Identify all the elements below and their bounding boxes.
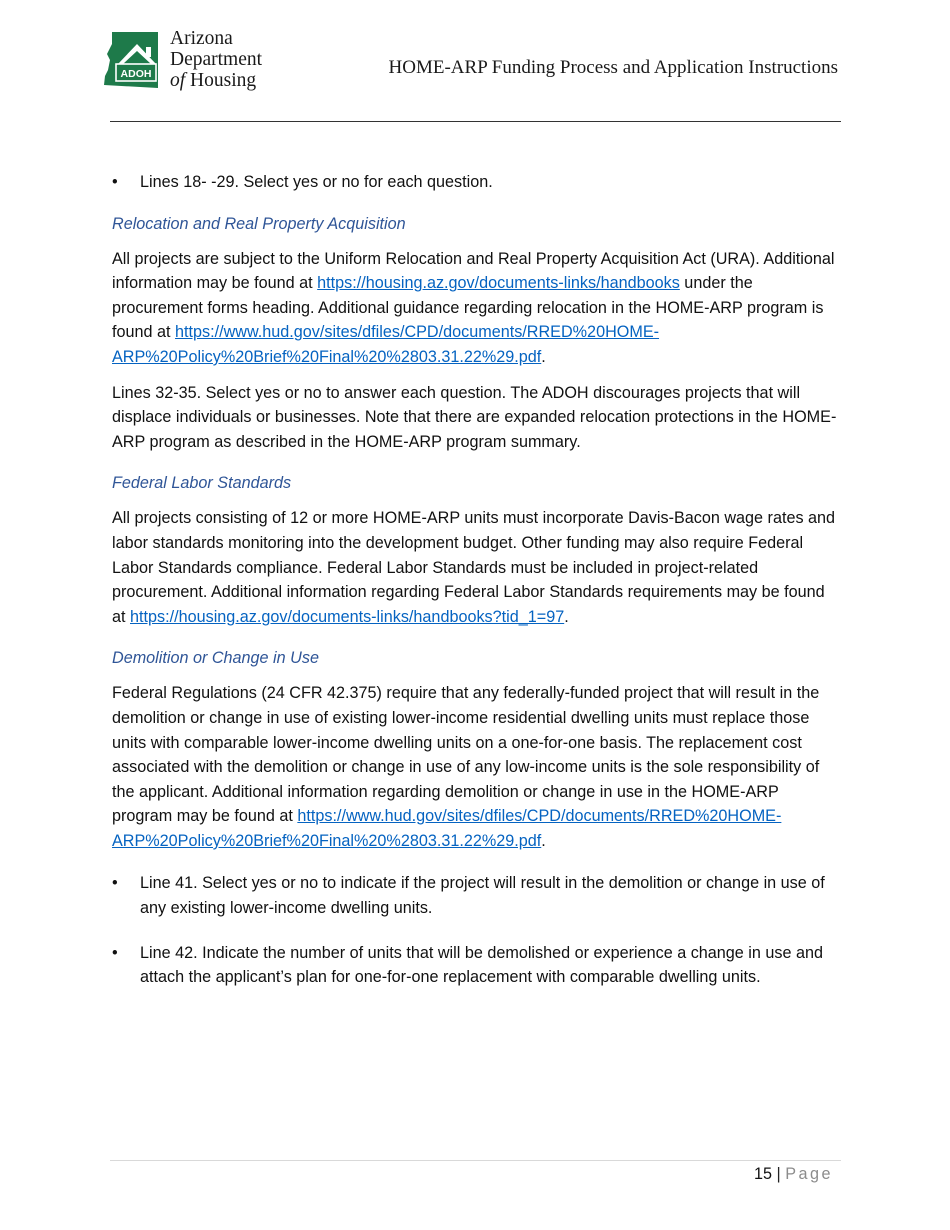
demolition-link-line-2: ARP%20Policy%20Brief%20Final%20%2803.31.22%29.pdf bbox=[112, 831, 542, 850]
heading-demolition: Demolition or Change in Use bbox=[112, 649, 319, 668]
logo-line-department: Department bbox=[170, 49, 263, 70]
page-header bbox=[0, 0, 950, 124]
demolition-link-line-1: https://www.hud.gov/sites/dfiles/CPD/documents/RRED%20HOME- bbox=[297, 807, 782, 826]
logo-line-arizona: Arizona bbox=[170, 28, 233, 49]
relocation-paragraph-1 bbox=[112, 247, 840, 370]
bullet-line-42: • Line 42. Indicate the number of units that will be demolished or experience a change in use and attach the applicant’s plan for one-for-one replacement with comparable dwelling units. bbox=[112, 941, 840, 990]
demolition-paragraph bbox=[112, 681, 840, 853]
bullet-lines-18-29: • Lines 18- -29. Select yes or no for each question. bbox=[112, 170, 840, 195]
logo-of: of bbox=[170, 70, 186, 91]
demolition-text-b: . bbox=[541, 831, 546, 850]
link-hud-policy-brief[interactable]: https://www.hud.gov/sites/dfiles/CPD/documents/RRED%20HOME-ARP%20Policy%20Brief%20Final%20%2803.31.22%29.pdf bbox=[112, 323, 660, 366]
labor-text-a: All projects consisting of 12 or more HOME-ARP units must incorporate Davis-Bacon wage rates and labor standards monitoring into the development budget. Other funding may also require Federal Labor Standards compliance. Federal Labor Standards must be included in project-related procurement. Additional information regarding Federal Labor Standards requirements may be found at bbox=[112, 509, 836, 626]
page-separator: | bbox=[776, 1165, 781, 1183]
link-handbooks[interactable]: https://housing.az.gov/documents-links/handbooks bbox=[317, 274, 680, 293]
adoh-logo bbox=[104, 28, 284, 92]
page-footer bbox=[754, 1162, 833, 1186]
relocation-text-b: under the procurement forms heading. Additional guidance regarding relocation in the HOME-ARP program is found at bbox=[112, 274, 824, 342]
labor-text-b: . bbox=[564, 607, 569, 626]
header-divider bbox=[110, 121, 841, 122]
logo-badge-text: ADOH bbox=[120, 68, 152, 80]
heading-relocation: Relocation and Real Property Acquisition bbox=[112, 214, 406, 233]
page-number: 15 bbox=[753, 1165, 772, 1183]
link-labor-handbooks[interactable]: https://housing.az.gov/documents-links/handbooks?tid_1=97 bbox=[130, 607, 565, 626]
relocation-text-c: . bbox=[541, 347, 546, 366]
logo-housing: Housing bbox=[185, 70, 257, 91]
page-content bbox=[112, 170, 840, 1001]
bullet-line-41: • Line 41. Select yes or no to indicate if the project will result in the demolition or change in use of any existing lower-income dwelling units. bbox=[112, 871, 840, 920]
document-title: HOME-ARP Funding Process and Application Instructions bbox=[388, 57, 838, 78]
relocation-paragraph-2: Lines 32-35. Select yes or no to answer each question. The ADOH discourages projects that will displace individuals or businesses. Note that there are expanded relocation protections in the HOME-ARP program as described in the HOME-ARP program summary. bbox=[112, 383, 837, 451]
heading-labor-standards: Federal Labor Standards bbox=[112, 474, 292, 493]
relocation-text-a: All projects are subject to the Uniform Relocation and Real Property Acquisition Act (URA). Additional information may be found at bbox=[112, 249, 835, 293]
arizona-house-logo-icon bbox=[104, 30, 162, 90]
logo-wordmark bbox=[170, 28, 262, 91]
demolition-text-a: Federal Regulations (24 CFR 42.375) require that any federally-funded project that will result in the demolition or change in use of existing lower-income residential dwelling units must replace those units with comparable lower-income dwelling units on a one-for-one basis. The replacement cost associated with the demolition or change in use of any low-income units is the sole responsibility of the applicant. Additional information regarding demolition or change in use in the HOME-ARP program may be found at bbox=[112, 684, 820, 826]
page-label: Page bbox=[785, 1165, 833, 1183]
footer-divider bbox=[110, 1160, 841, 1161]
logo-line-housing bbox=[170, 70, 262, 91]
labor-paragraph bbox=[112, 506, 840, 629]
